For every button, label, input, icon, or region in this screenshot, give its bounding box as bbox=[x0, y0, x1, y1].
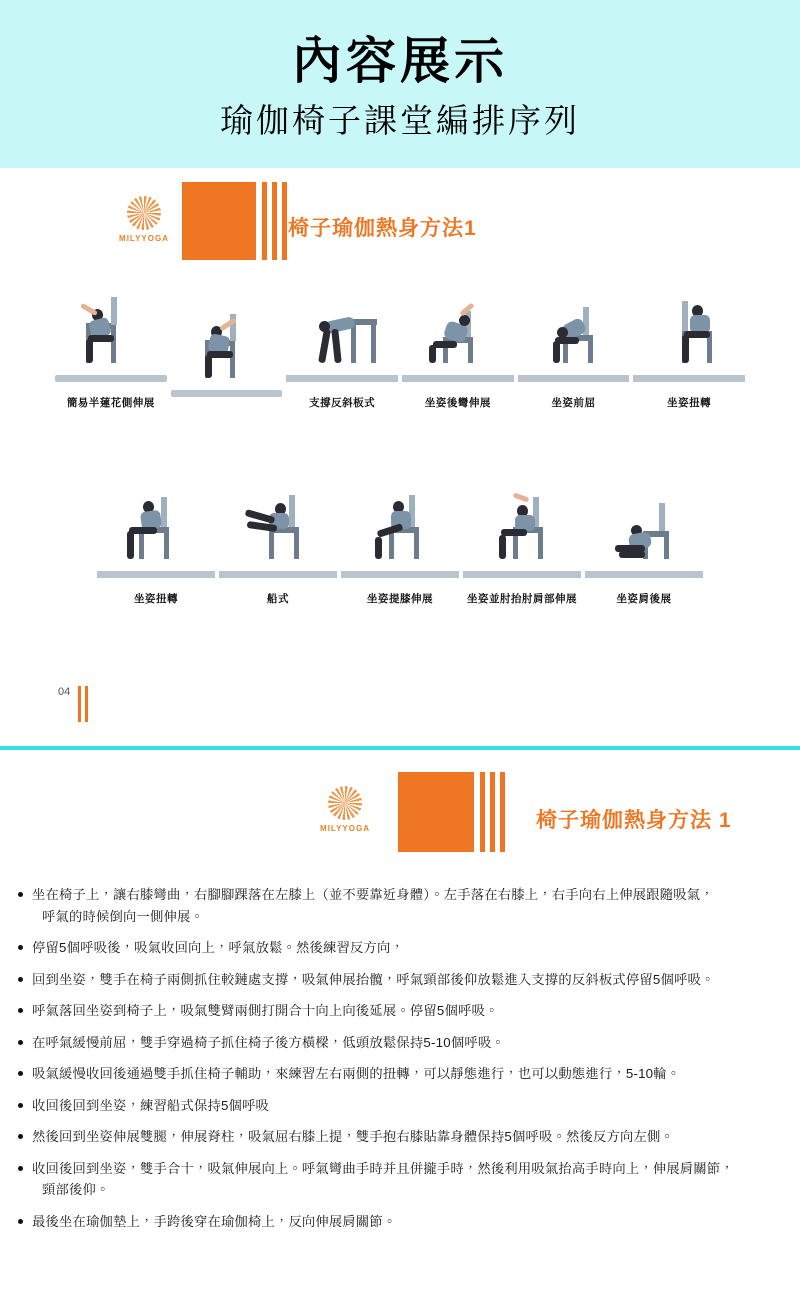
slide-one bbox=[0, 168, 800, 746]
pose-photo bbox=[171, 309, 283, 405]
slide-one-header bbox=[0, 168, 800, 288]
figure-silhouette bbox=[235, 490, 321, 573]
slide-one-title: 椅子瑜伽熱身方法1 bbox=[288, 217, 477, 240]
list-item bbox=[16, 1000, 782, 1022]
pose-item bbox=[518, 294, 630, 410]
orange-stripes-decoration bbox=[262, 182, 287, 260]
page-number: 04 bbox=[58, 686, 71, 698]
list-item bbox=[16, 1126, 782, 1148]
list-item-line: 回到坐姿，雙手在椅子兩側抓住較鏈處支撐，吸氣伸展抬髖，呼氣頸部後仰放鬆進入支撐的反斜板式停留5個呼吸。 bbox=[32, 971, 715, 987]
figure-silhouette bbox=[646, 294, 732, 377]
brand-logo bbox=[112, 196, 176, 243]
list-item-line: 坐在椅子上，讓右膝彎曲，右腳腳踝落在左膝上（並不要靠近身體）。左手落在右膝上，右手向右上伸展跟隨吸氣， bbox=[32, 887, 714, 902]
pose-label: 坐姿肩後展 bbox=[616, 593, 672, 605]
mandala-icon bbox=[328, 786, 362, 820]
figure-silhouette bbox=[299, 294, 385, 377]
pose-photo bbox=[633, 294, 745, 390]
list-item bbox=[16, 1063, 782, 1085]
list-item bbox=[16, 1211, 782, 1233]
pose-item bbox=[402, 294, 514, 410]
pose-photo bbox=[97, 490, 215, 586]
brand-name: MILYYOGA bbox=[119, 234, 169, 243]
figure-silhouette bbox=[68, 294, 154, 377]
pose-item bbox=[463, 490, 581, 606]
pose-label: 坐姿後彎伸展 bbox=[424, 397, 491, 409]
pose-photo bbox=[341, 490, 459, 586]
pose-photo bbox=[55, 294, 167, 390]
pose-label: 坐姿扭轉 bbox=[667, 397, 712, 409]
slide-two bbox=[0, 746, 800, 1316]
pose-item bbox=[585, 490, 703, 606]
pose-photo bbox=[585, 490, 703, 586]
pose-item bbox=[286, 294, 398, 410]
list-item bbox=[16, 937, 782, 959]
list-item bbox=[16, 969, 782, 991]
list-item-line: 呼氣的時候倒向一側伸展。 bbox=[42, 908, 204, 924]
mandala-icon bbox=[127, 196, 161, 230]
pose-photo bbox=[518, 294, 630, 390]
orange-stripes-decoration bbox=[78, 686, 88, 722]
list-item-line: 吸氣緩慢收回後通過雙手抓住椅子輔助，來練習左右兩側的扭轉，可以靜態進行，也可以動態進行，5-10輪。 bbox=[32, 1066, 681, 1082]
page-title: 內容展示 bbox=[292, 33, 508, 90]
page-subtitle: 瑜伽椅子課堂編排序列 bbox=[220, 102, 580, 140]
pose-item bbox=[633, 294, 745, 410]
instruction-list bbox=[0, 878, 800, 1266]
list-item-line: 收回後回到坐姿，雙手合十，吸氣伸展向上。呼氣彎曲手時并且併攏手時，然後利用吸氣抬高手時向上，伸展肩關節， bbox=[32, 1160, 734, 1176]
pose-label: 簡易半蓮花側伸展 bbox=[66, 397, 155, 409]
list-item-line: 在呼氣緩慢前屈，雙手穿過椅子抓住椅子後方橫樑，低頭放鬆保持5-10個呼吸。 bbox=[32, 1034, 505, 1050]
pose-label: 坐姿扭轉 bbox=[134, 593, 178, 605]
figure-silhouette bbox=[601, 490, 687, 573]
list-item bbox=[16, 1095, 782, 1117]
pose-item bbox=[219, 490, 337, 606]
brand-name: MILYYOGA bbox=[320, 824, 370, 833]
pose-item bbox=[55, 294, 167, 410]
figure-silhouette bbox=[531, 294, 617, 377]
figure-silhouette bbox=[113, 490, 199, 573]
pose-photo bbox=[402, 294, 514, 390]
pose-item bbox=[97, 490, 215, 606]
pose-row-one bbox=[0, 294, 800, 410]
list-item-line: 呼氣落回坐姿到椅子上，吸氣雙臂兩側打開合十向上向後延展。停留5個呼吸。 bbox=[32, 1003, 499, 1019]
list-item-line: 然後回到坐姿伸展雙腿，伸展脊柱，吸氣屈右膝上提，雙手抱右膝貼靠身體保持5個呼吸。然後反方向左側。 bbox=[32, 1129, 674, 1145]
page-number-block bbox=[58, 686, 88, 722]
figure-silhouette bbox=[357, 490, 443, 573]
pose-photo bbox=[219, 490, 337, 586]
pose-label: 支撐反斜板式 bbox=[309, 397, 376, 409]
pose-label: 坐姿並肘抬肘肩部伸展 bbox=[467, 593, 577, 605]
orange-square-decoration bbox=[182, 182, 256, 260]
slide-two-header bbox=[0, 750, 800, 878]
list-item bbox=[16, 1158, 782, 1201]
figure-silhouette bbox=[183, 309, 269, 392]
figure-silhouette bbox=[479, 490, 565, 573]
list-item bbox=[16, 884, 782, 927]
pose-item bbox=[341, 490, 459, 606]
list-item-line: 停留5個呼吸後，吸氣收回向上，呼氣放鬆。然後練習反方向， bbox=[32, 940, 405, 956]
list-item-line: 最後坐在瑜伽墊上，手跨後穿在瑜伽椅上，反向伸展肩關節。 bbox=[32, 1213, 397, 1229]
slide-two-title: 椅子瑜伽熱身方法 1 bbox=[536, 809, 732, 832]
orange-stripes-decoration bbox=[480, 772, 505, 852]
list-item bbox=[16, 1032, 782, 1054]
page-banner bbox=[0, 0, 800, 168]
pose-photo bbox=[286, 294, 398, 390]
list-item-line: 收回後回到坐姿，練習船式保持5個呼吸 bbox=[32, 1097, 270, 1113]
orange-square-decoration bbox=[398, 772, 474, 852]
list-item-line: 頸部後仰。 bbox=[42, 1182, 110, 1198]
pose-item bbox=[171, 309, 283, 410]
figure-silhouette bbox=[415, 294, 501, 377]
brand-logo bbox=[312, 786, 378, 833]
pose-label: 坐姿前屈 bbox=[551, 397, 596, 409]
pose-row-two bbox=[0, 490, 800, 606]
pose-label: 船式 bbox=[267, 593, 289, 605]
pose-photo bbox=[463, 490, 581, 586]
pose-label: 坐姿提膝伸展 bbox=[367, 593, 433, 605]
